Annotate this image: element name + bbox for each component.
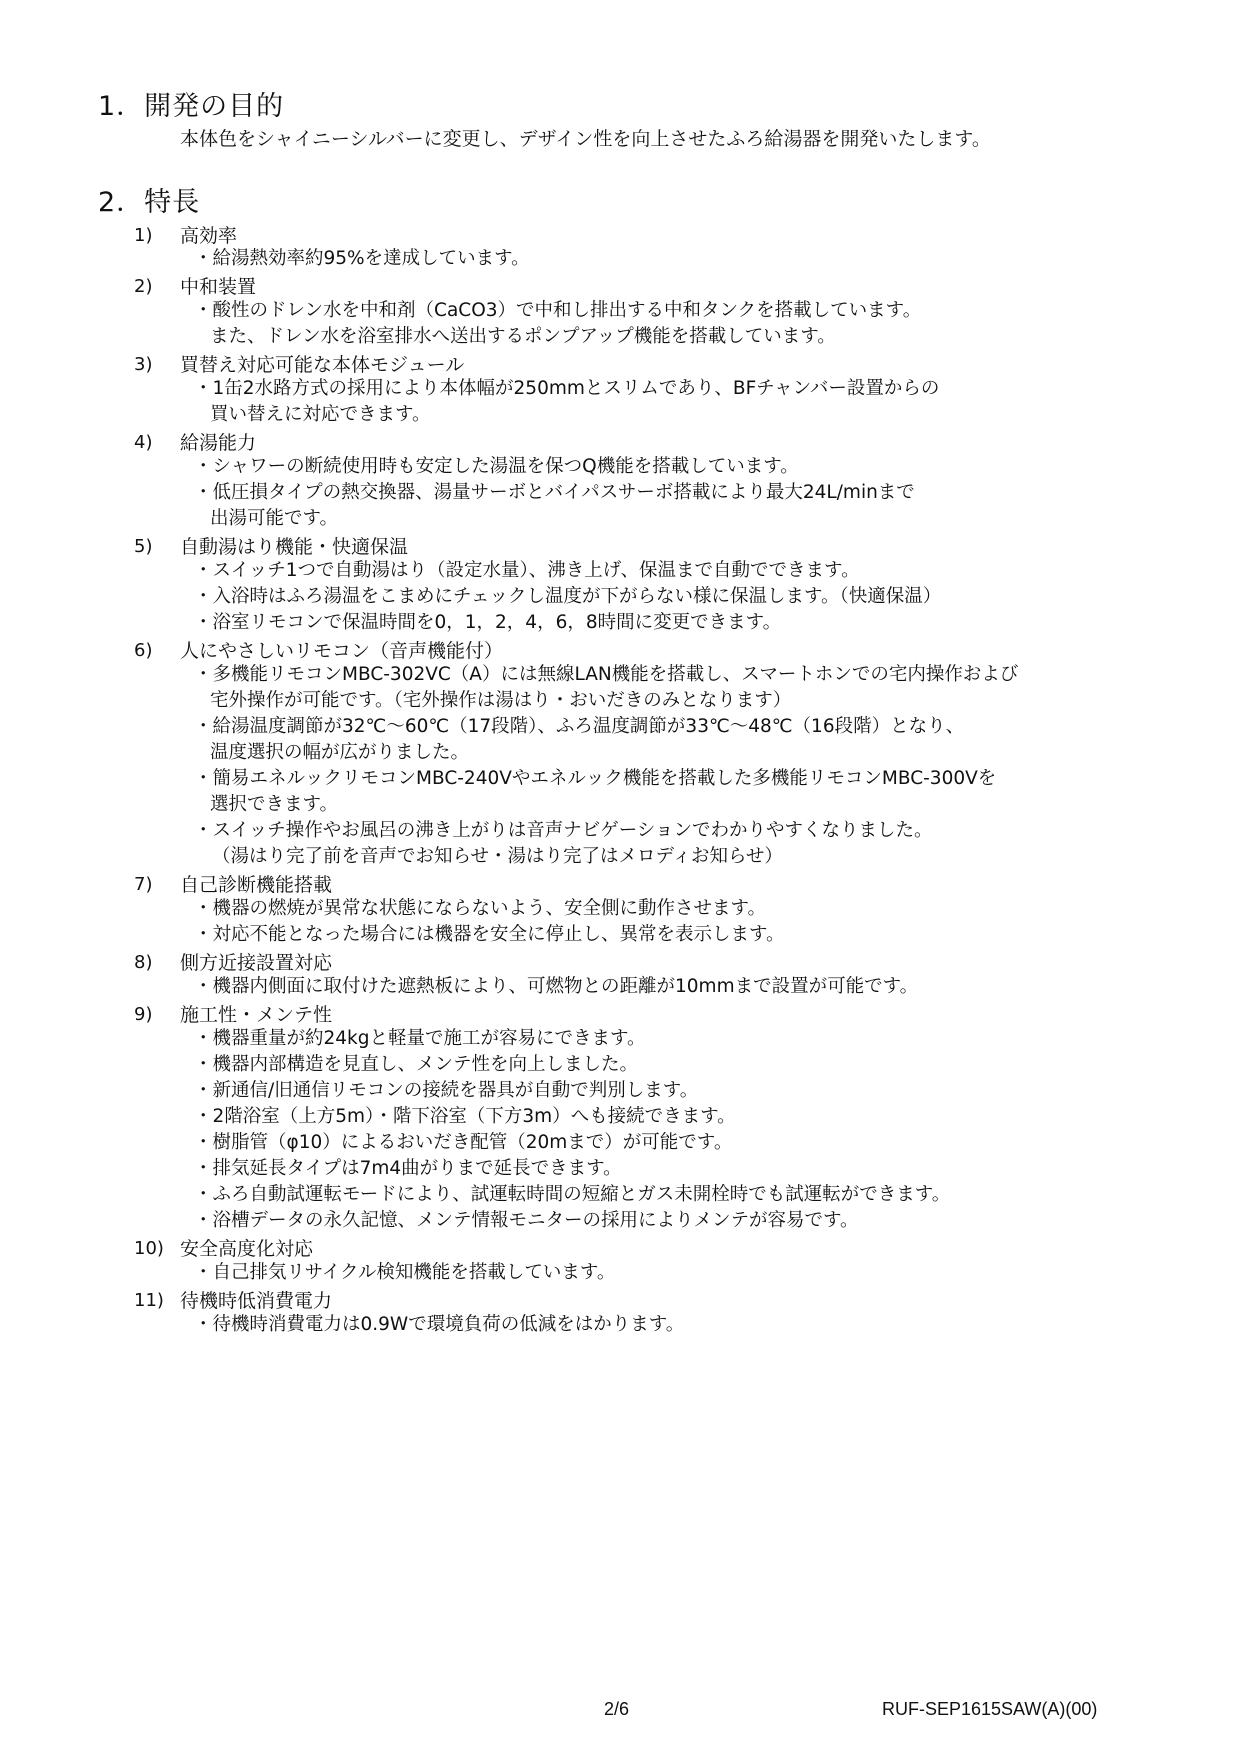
item-heading: 給湯能力 (180, 432, 257, 454)
item-line: ・シャワーの断続使用時も安定した湯温を保つQ機能を搭載しています。 (194, 456, 799, 477)
item-line: ・新通信/旧通信リモコンの接続を器具が自動で判別します。 (194, 1080, 699, 1101)
item-heading: 高効率 (180, 225, 238, 247)
item-number: 8) (134, 952, 153, 973)
item-line: 宅外操作が可能です。（宅外操作は湯はり・おいだきのみとなります） (210, 690, 792, 711)
item-line: ・機器内部構造を見直し、メンテ性を向上しました。 (194, 1054, 639, 1075)
document-id: RUF-SEP1615SAW(A)(00) (882, 1699, 1098, 1719)
item-line: ・対応不能となった場合には機器を安全に停止し、異常を表示します。 (194, 924, 785, 945)
item-number: 9) (134, 1004, 153, 1025)
item-line: ・簡易エネルックリモコンMBC-240Vやエネルック機能を搭載した多機能リモコンMBC-300Vを (194, 768, 997, 789)
item-line: 買い替えに対応できます。 (210, 404, 431, 425)
item-number: 6) (134, 640, 153, 661)
item-line: 出湯可能です。 (210, 508, 339, 529)
item-line: ・機器重量が約24kgと軽量で施工が容易にできます。 (194, 1028, 646, 1049)
item-line: ・1缶2水路方式の採用により本体幅が250mmとスリムであり、BFチャンバー設置からの (194, 378, 940, 399)
item-line: ・浴槽データの永久記憶、メンテ情報モニターの採用によりメンテが容易です。 (194, 1210, 859, 1231)
item-heading: 中和装置 (180, 276, 257, 298)
item-line: ・多機能リモコンMBC-302VC（A）には無線LAN機能を搭載し、スマートホンでの宅内操作および (194, 664, 1019, 685)
section-1-title: 1．開発の目的 (98, 91, 285, 122)
item-line: ・浴室リモコンで保温時間を0，1，2，4，6，8時間に変更できます。 (194, 612, 782, 633)
item-heading: 買替え対応可能な本体モジュール (180, 354, 465, 376)
item-heading: 安全高度化対応 (180, 1238, 314, 1260)
item-line: ・機器の燃焼が異常な状態にならないよう、安全側に動作させます。 (194, 898, 767, 919)
page-number: 2/6 (604, 1699, 630, 1719)
item-number: 11) (134, 1290, 164, 1311)
item-number: 7) (134, 874, 153, 895)
item-line: ・給湯温度調節が32℃～60℃（17段階）、ふろ温度調節が33℃～48℃（16段階）となり、 (194, 716, 965, 737)
item-line: ・酸性のドレン水を中和剤（CaCO3）で中和し排出する中和タンクを搭載しています。 (194, 300, 922, 321)
item-heading: 側方近接設置対応 (180, 952, 333, 974)
item-line: ・給湯熱効率約95%を達成しています。 (194, 248, 530, 269)
item-number: 10) (134, 1238, 164, 1259)
item-heading: 自己診断機能搭載 (180, 874, 333, 896)
item-line: ・スイッチ操作やお風呂の沸き上がりは音声ナビゲーションでわかりやすくなりました。 (194, 820, 933, 841)
item-line: ・自己排気リサイクル検知機能を搭載しています。 (194, 1262, 616, 1283)
item-line: ・ふろ自動試運転モードにより、試運転時間の短縮とガス未開栓時でも試運転ができます。 (194, 1184, 951, 1205)
item-line: ・スイッチ1つで自動湯はり（設定水量）、沸き上げ、保温まで自動でできます。 (194, 560, 860, 581)
item-line: 温度選択の幅が広がりました。 (210, 742, 470, 763)
item-number: 3) (134, 354, 153, 375)
item-line: （湯はり完了前を音声でお知らせ・湯はり完了はメロディお知らせ） (212, 846, 783, 867)
item-number: 4) (134, 432, 153, 453)
item-line: ・入浴時はふろ湯温をこまめにチェックし温度が下がらない様に保温します。（快適保温） (194, 586, 942, 607)
item-line: ・排気延長タイプは7m4曲がりまで延長できます。 (194, 1158, 622, 1179)
item-line: ・2階浴室（上方5m）・階下浴室（下方3m）へも接続できます。 (194, 1106, 736, 1127)
item-heading: 自動湯はり機能・快適保温 (180, 536, 409, 558)
item-heading: 施工性・メンテ性 (180, 1004, 333, 1026)
item-line: ・機器内側面に取付けた遮熱板により、可燃物との距離が10mmまで設置が可能です。 (194, 976, 919, 997)
item-heading: 人にやさしいリモコン（音声機能付） (180, 640, 504, 662)
section-1-text: 本体色をシャイニーシルバーに変更し、デザイン性を向上させたふろ給湯器を開発いたします。 (180, 128, 991, 150)
item-number: 1) (134, 225, 153, 246)
item-number: 2) (134, 276, 153, 297)
item-heading: 待機時低消費電力 (180, 1290, 333, 1312)
item-line: ・低圧損タイプの熱交換器、湯量サーボとバイパスサーボ搭載により最大24L/minまで (194, 482, 915, 503)
item-number: 5) (134, 536, 153, 557)
section-2-title: 2．特長 (98, 187, 201, 218)
item-line: ・待機時消費電力は0.9Wで環境負荷の低減をはかります。 (194, 1314, 685, 1335)
item-line: ・樹脂管（φ10）によるおいだき配管（20mまで）が可能です。 (194, 1132, 733, 1153)
item-line: また、ドレン水を浴室排水へ送出するポンプアップ機能を搭載しています。 (210, 326, 836, 347)
item-line: 選択できます。 (210, 794, 339, 815)
